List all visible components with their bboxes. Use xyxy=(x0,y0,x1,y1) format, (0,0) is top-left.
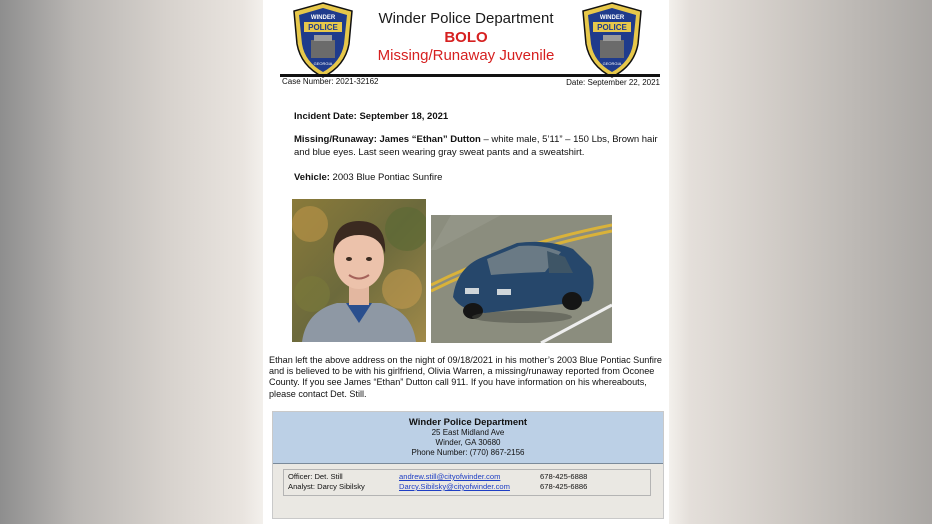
missing-label: Missing/Runaway: James “Ethan” Dutton xyxy=(294,134,481,145)
missing-person-photo xyxy=(292,199,426,342)
officer-name: Officer: Det. Still xyxy=(288,472,343,481)
contact-address-line1: 25 East Midland Ave xyxy=(431,428,505,437)
bulletin-subtitle: Missing/Runaway Juvenile xyxy=(377,47,555,64)
analyst-phone: 678-425-6886 xyxy=(540,482,588,491)
vehicle-description xyxy=(294,171,442,184)
svg-text:WINDER: WINDER xyxy=(310,15,336,21)
officer-phone: 678-425-6888 xyxy=(540,472,588,481)
contact-header xyxy=(273,412,663,463)
contact-table xyxy=(283,469,651,496)
contact-info-box xyxy=(272,411,664,519)
vehicle-details: 2003 Blue Pontiac Sunfire xyxy=(329,172,443,183)
analyst-name: Analyst: Darcy Sibilsky xyxy=(288,482,365,491)
officer-email-link[interactable]: andrew.still@cityofwinder.com xyxy=(399,472,501,481)
bolo-heading: BOLO xyxy=(444,29,488,46)
contact-phone-number: Phone Number: (770) 867-2156 xyxy=(411,448,525,457)
analyst-email-link[interactable]: Darcy.Sibilsky@cityofwinder.com xyxy=(399,482,510,491)
missing-description xyxy=(294,133,664,159)
department-title: Winder Police Department xyxy=(378,10,554,27)
svg-text:GEORGIA: GEORGIA xyxy=(602,61,622,66)
vehicle-label: Vehicle: xyxy=(294,172,330,183)
vehicle-photo xyxy=(431,215,612,343)
svg-text:GEORGIA: GEORGIA xyxy=(313,61,333,66)
bolo-document xyxy=(263,0,669,524)
contact-department-name: Winder Police Department xyxy=(408,417,528,428)
contact-address-line2: Winder, GA 30680 xyxy=(435,438,501,447)
case-number: Case Number: 2021-32162 xyxy=(282,77,379,86)
missing-details: – white male, 5’11” – 150 Lbs, Brown hair and blue eyes. Last seen wearing gray sweat pants and a sweatshirt. xyxy=(294,134,658,158)
contact-row-analyst xyxy=(284,482,650,493)
contact-divider xyxy=(273,463,663,464)
svg-text:POLICE: POLICE xyxy=(597,23,627,32)
incident-narrative: Ethan left the above address on the night of 09/18/2021 in his mother’s 2003 Blue Pontiac Sunfire and is believed to be with his girlfriend, Olivia Warren, a missing/runaway reported from Oconee County. If you see James “Ethan” Dutton call 911. If you have information on his whereabouts, please contact Det. Still. xyxy=(269,355,662,399)
report-date: Date: September 22, 2021 xyxy=(566,78,660,87)
incident-date: Incident Date: September 18, 2021 xyxy=(294,111,449,122)
svg-text:WINDER: WINDER xyxy=(599,15,625,21)
svg-text:POLICE: POLICE xyxy=(308,23,338,32)
